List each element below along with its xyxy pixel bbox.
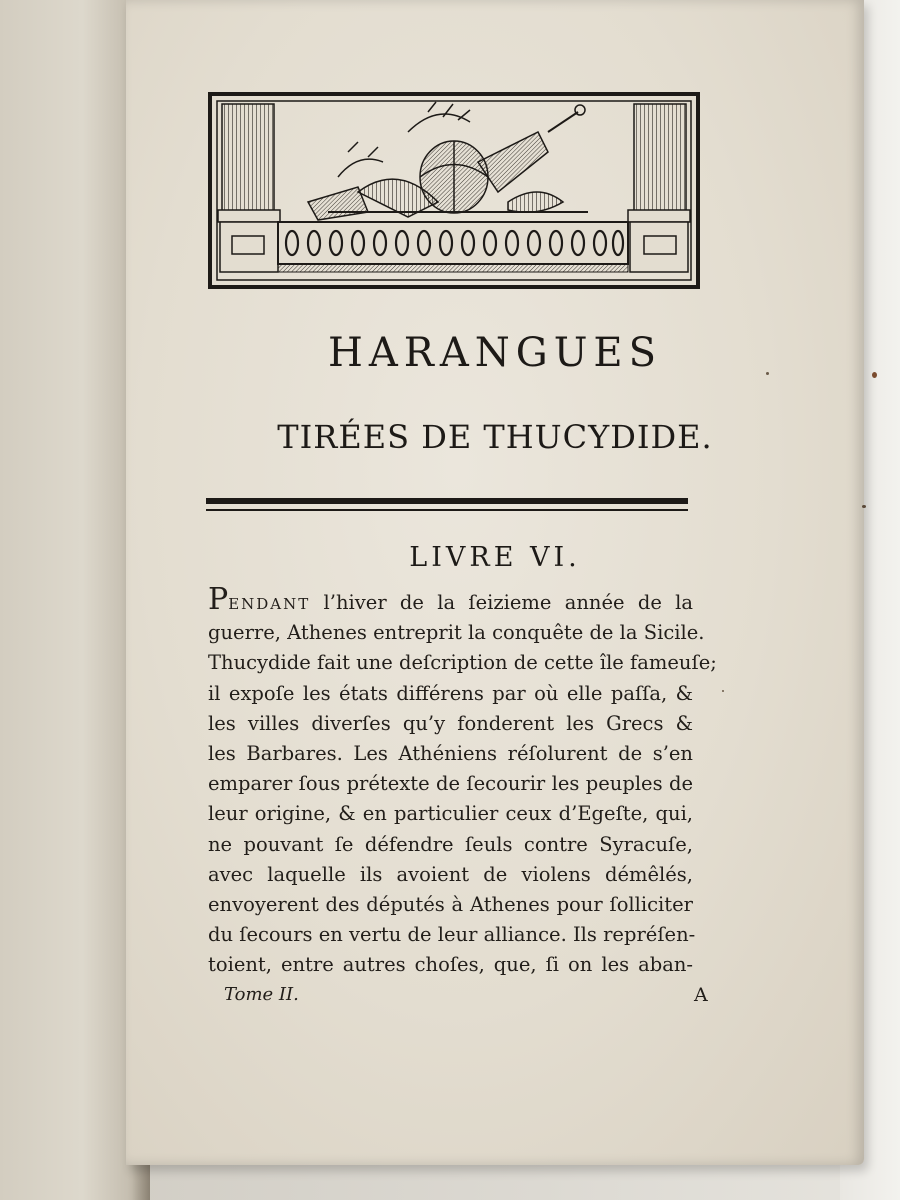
- left-column-ornament: [218, 104, 280, 272]
- book-page: [126, 0, 864, 1165]
- text-line: Thucydide fait une deſcription de cette île fameuſe;: [208, 651, 717, 675]
- text-line: les villes diverſes qu’y fonderent les Grecs &: [208, 711, 693, 735]
- text-line-1-rest: l’hiver de la ſeizieme année de la: [310, 591, 693, 614]
- text-line: les Barbares. Les Athéniens réſolurent de s’en: [208, 741, 693, 765]
- double-rule-divider: [206, 498, 688, 518]
- page-title: HARANGUES: [327, 330, 663, 376]
- page-subtitle: TIRÉES DE THUCYDIDE.: [277, 418, 713, 456]
- text-line: avec laquelle ils avoient de violens démêlés,: [208, 862, 693, 886]
- text-line: emparer ſous prétexte de ſecourir les peuples de: [208, 772, 693, 796]
- text-line: leur origine, & en particulier ceux d’Egeſte, qui,: [208, 802, 693, 826]
- text-line: guerre, Athenes entreprit la conquête de la Sicile.: [208, 621, 705, 645]
- cover-speck: [872, 372, 877, 378]
- paper-speck: [766, 372, 769, 375]
- headpiece-engraving: [208, 92, 700, 289]
- small-caps-word: ENDANT: [228, 595, 311, 613]
- cover-speck: [862, 505, 866, 508]
- page-footer: [224, 984, 708, 1006]
- text-line: toient, entre autres choſes, que, ſi on les aban-: [208, 953, 693, 977]
- text-line: ne pouvant ſe défendre ſeuls contre Syracuſe,: [208, 832, 693, 856]
- book-heading: LIVRE VI.: [409, 542, 581, 573]
- trophy-ornament: [308, 102, 588, 220]
- signature-mark: A: [694, 984, 708, 1006]
- right-column-ornament: [628, 104, 690, 272]
- body-text: [208, 582, 717, 980]
- text-line: du ſecours en vertu de leur alliance. Ils repréſen-: [208, 923, 696, 947]
- text-line-1: [208, 582, 693, 618]
- text-line: envoyerent des députés à Athenes pour ſolliciter: [208, 892, 693, 916]
- drop-cap: P: [208, 582, 229, 617]
- paper-speck: [722, 690, 724, 692]
- text-line: il expoſe les états différens par où elle paſſa, &: [208, 681, 693, 705]
- tome-number: Tome II.: [224, 984, 299, 1005]
